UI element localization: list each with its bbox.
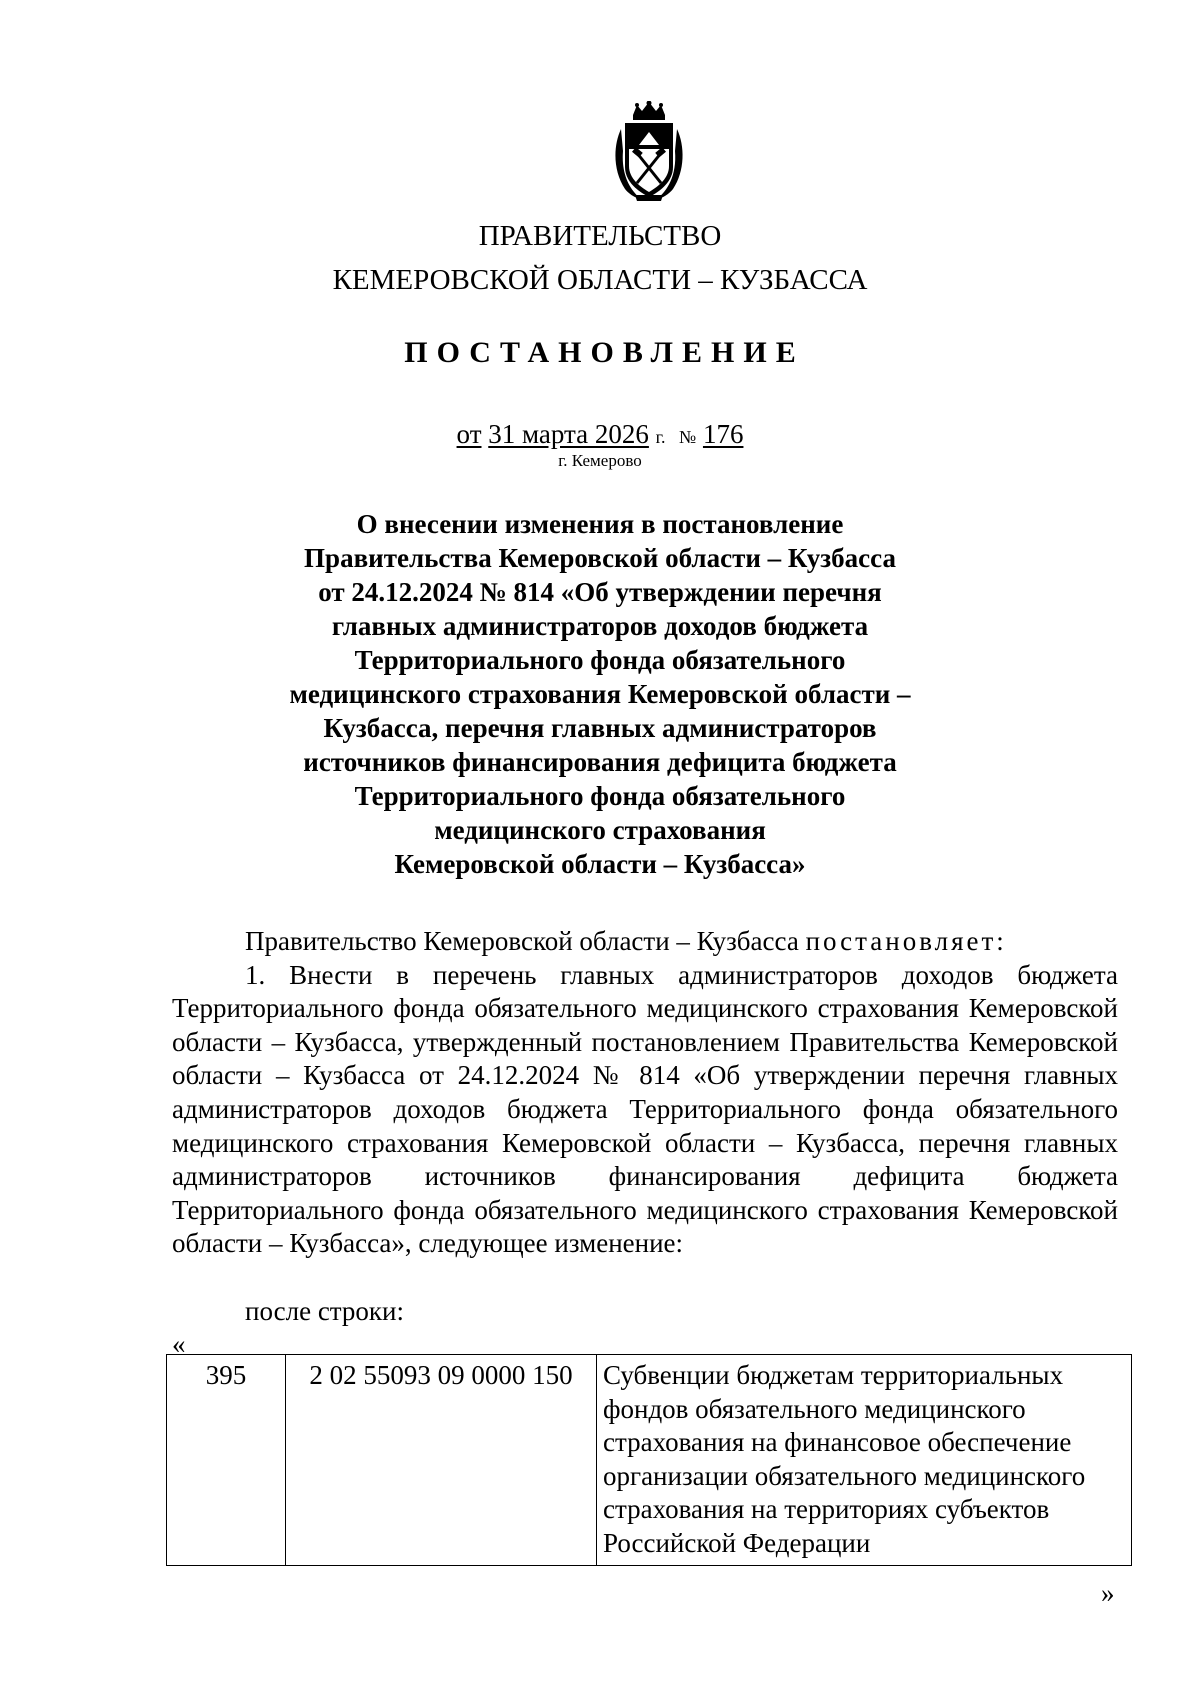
title-line: Кемеровской области – Кузбасса» (394, 849, 806, 879)
title-line: Кузбасса, перечня главных администраторов (323, 713, 877, 743)
document-title (250, 507, 950, 881)
title-line: медицинского страхования Кемеровской области – (289, 679, 911, 709)
paragraph-1: 1. Внести в перечень главных администраторов доходов бюджета Территориального фонда обязательного медицинского страхования Кемеровской области – Кузбасса, утвержденный постановлением Правительства Кемеровской области – Кузбасса от 24.12.2024 № 814 «Об утверждении перечня главных администраторов доходов бюджета Территориального фонда обязательного медицинского страхования Кемеровской области – Кузбасса, перечня главных администраторов источников финансирования дефицита бюджета Территориального фонда обязательного медицинского страхования Кемеровской области – Кузбасса», следующее изменение: (172, 959, 1118, 1259)
preamble-decrees: постановляет: (805, 926, 1007, 956)
date-number-line (0, 418, 1200, 453)
title-line: Территориального фонда обязательного (354, 645, 846, 675)
table-row (167, 1355, 1132, 1566)
after-row-label: после строки: (245, 1295, 404, 1326)
quote-open: « (172, 1329, 186, 1359)
preamble (172, 925, 1118, 959)
number-sign: № (679, 427, 697, 447)
title-line: Правительства Кемеровской области – Кузбасса (304, 543, 896, 573)
quote-close: » (1101, 1578, 1115, 1608)
org-name-line1: ПРАВИТЕЛЬСТВО (478, 220, 722, 252)
org-name-line2: КЕМЕРОВСКОЙ ОБЛАСТИ – КУЗБАССА (332, 264, 868, 296)
city: г. Кемерово (558, 451, 642, 470)
title-line: Территориального фонда обязательного (354, 781, 846, 811)
kemerovo-coat-of-arms-icon (611, 101, 687, 203)
title-line: от 24.12.2024 № 814 «Об утверждении перечня (318, 577, 882, 607)
revenue-name-cell: Субвенции бюджетам территориальных фондов обязательного медицинского страхования на финансовое обеспечение организации обязательного медицинского страхования на территориях субъектов Российской Федерации (597, 1355, 1132, 1566)
document-number: 176 (702, 419, 744, 449)
preamble-subject: Правительство Кемеровской области – Кузбасса (245, 926, 799, 956)
title-line: О внесении изменения в постановление (356, 509, 844, 539)
admin-code-cell: 395 (167, 1355, 286, 1566)
kbk-code-cell: 2 02 55093 09 0000 150 (286, 1355, 597, 1566)
title-line: медицинского страхования (434, 815, 766, 845)
inserted-row-table (166, 1354, 1132, 1566)
document-type: ПОСТАНОВЛЕНИЕ (404, 336, 805, 369)
document-date: 31 марта 2026 (488, 419, 649, 449)
year-suffix: г. (655, 427, 666, 447)
title-line: источников финансирования дефицита бюджета (303, 747, 897, 777)
title-line: главных администраторов доходов бюджета (331, 611, 869, 641)
date-prefix: от (456, 419, 482, 449)
